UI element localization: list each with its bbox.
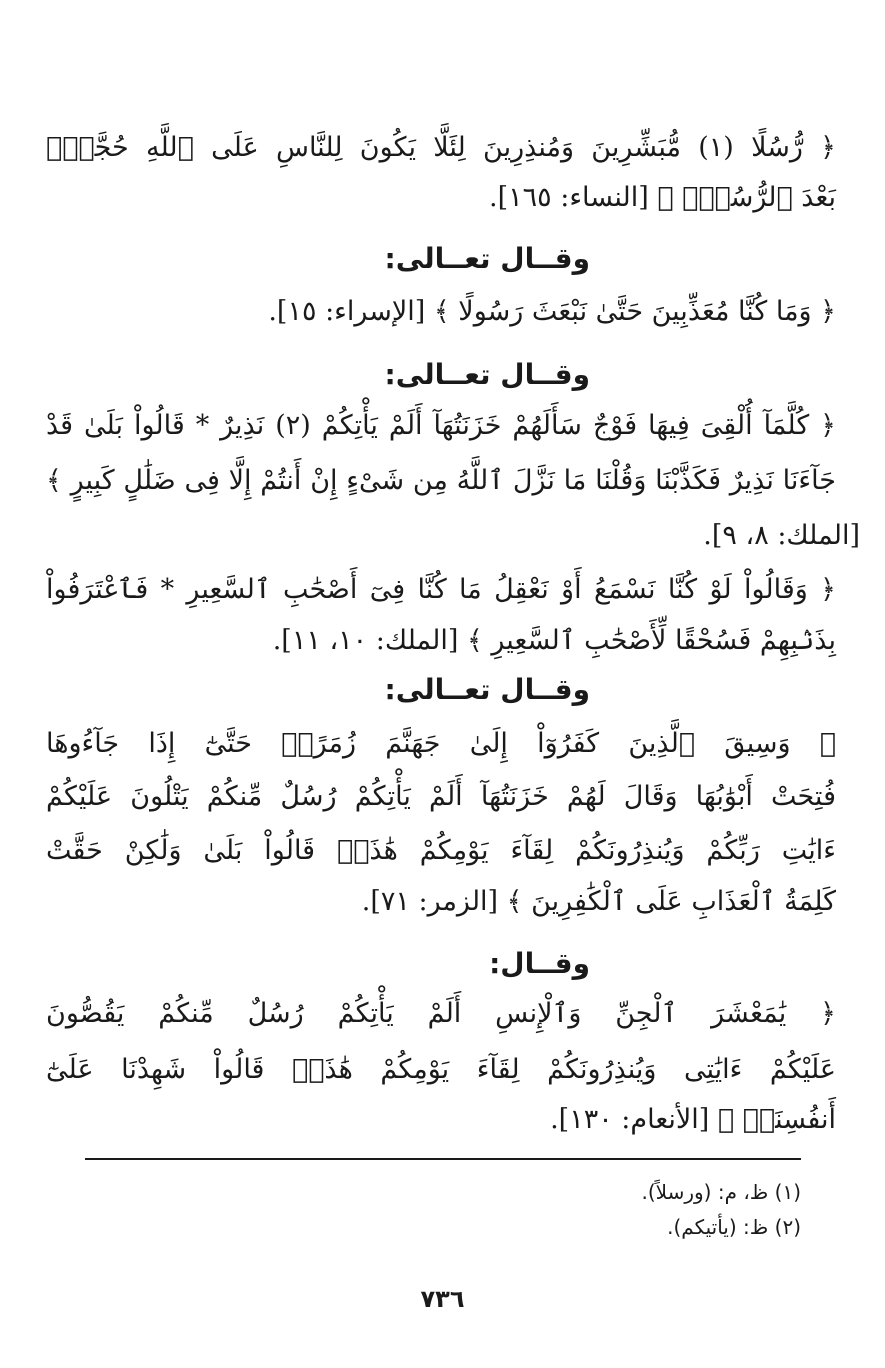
page-number: ٧٣٦ bbox=[420, 1285, 465, 1313]
quran-verse-line: ءَايَٰتِ رَبِّكُمْ وَيُنذِرُونَكُمْ لِقَآءَ يَوْمِكُمْ هَٰذَاۚ قَالُواْ بَلَىٰ وَلَٰكِنْ حَقَّتْ bbox=[46, 835, 836, 866]
quran-verse-line: أَنفُسِنَاۖ ﴾ [الأنعام: ١٣٠]. bbox=[550, 1104, 836, 1135]
quran-verse-line: ﴿ رُّسُلًا (١) مُّبَشِّرِينَ وَمُنذِرِينَ لِئَلَّا يَكُونَ لِلنَّاسِ عَلَى ٱللَّهِ حُجَّةُۢ bbox=[46, 132, 836, 163]
quran-verse-line: ﴿ وَقَالُواْ لَوْ كُنَّا نَسْمَعُ أَوْ نَعْقِلُ مَا كُنَّا فِىٓ أَصْحَٰبِ ٱلسَّعِيرِ * فَٱعْتَرَفُواْ bbox=[46, 574, 836, 605]
section-intro: وقــال تعــالى: bbox=[384, 242, 590, 275]
footnote-divider bbox=[85, 1158, 801, 1160]
quran-verse-line: ﴿ كُلَّمَآ أُلْقِىَ فِيهَا فَوْجٌ سَأَلَهُمْ خَزَنَتُهَآ أَلَمْ يَأْتِكُمْ (٢) نَذِيرٌ * قَالُواْ بَلَىٰ قَدْ bbox=[46, 410, 836, 441]
quran-verse-line: كَلِمَةُ ٱلْعَذَابِ عَلَى ٱلْكَٰفِرِينَ ﴾ [الزمر: ٧١]. bbox=[361, 886, 836, 917]
quran-verse-line: عَلَيْكُمْ ءَايَٰتِى وَيُنذِرُونَكُمْ لِقَآءَ يَوْمِكُمْ هَٰذَاۚ قَالُواْ شَهِدْنَا عَلَىٰٓ bbox=[46, 1054, 836, 1085]
section-intro: وقــال تعــالى: bbox=[384, 673, 590, 706]
footnote-2: (٢) ظ: (يأتيكم). bbox=[667, 1215, 801, 1239]
section-intro: وقــال تعــالى: bbox=[384, 358, 590, 391]
quran-verse-line: بَعْدَ ٱلرُّسُلِۚ ﴾ [النساء: ١٦٥]. bbox=[489, 182, 836, 213]
quran-verse-line: بِذَنۢبِهِمْ فَسُحْقًا لِّأَصْحَٰبِ ٱلسَّعِيرِ ﴾ [الملك: ١٠، ١١]. bbox=[272, 625, 836, 656]
quran-verse-line: فُتِحَتْ أَبْوَٰبُهَا وَقَالَ لَهُمْ خَزَنَتُهَآ أَلَمْ يَأْتِكُمْ رُسُلٌ مِّنكُمْ يَتْلُونَ عَلَيْكُمْ bbox=[46, 781, 836, 812]
quran-verse-line: جَآءَنَا نَذِيرٌ فَكَذَّبْنَا وَقُلْنَا مَا نَزَّلَ ٱللَّهُ مِن شَىْءٍ إِنْ أَنتُمْ إِلَّا فِى ضَلَٰلٍ كَبِيرٍ ﴾ bbox=[46, 465, 836, 496]
quran-verse-line: ﴿ وَسِيقَ ٱلَّذِينَ كَفَرُوٓاْ إِلَىٰ جَهَنَّمَ زُمَرًاۖ حَتَّىٰٓ إِذَا جَآءُوهَا bbox=[46, 728, 836, 759]
verse-reference: [الملك: ٨، ٩]. bbox=[703, 520, 860, 551]
quran-verse-line: ﴿ يَٰمَعْشَرَ ٱلْجِنِّ وَٱلْإِنسِ أَلَمْ يَأْتِكُمْ رُسُلٌ مِّنكُمْ يَقُصُّونَ bbox=[46, 998, 836, 1029]
section-intro: وقــال: bbox=[489, 947, 590, 980]
footnote-1: (١) ظ، م: (ورسلاً). bbox=[641, 1180, 801, 1204]
quran-verse-line: ﴿ وَمَا كُنَّا مُعَذِّبِينَ حَتَّىٰ نَبْعَثَ رَسُولًا ﴾ [الإسراء: ١٥]. bbox=[268, 296, 836, 327]
